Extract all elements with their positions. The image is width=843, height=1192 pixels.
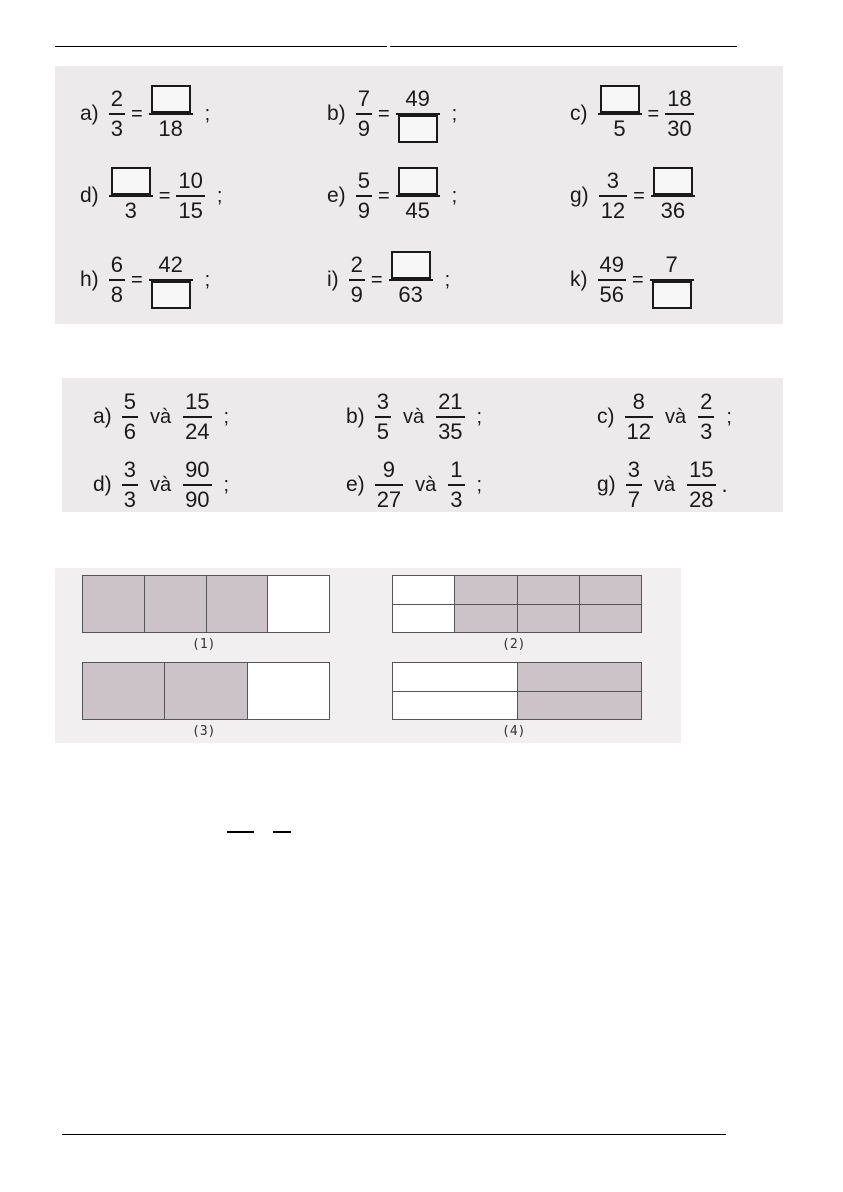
numerator: 21 <box>438 389 463 414</box>
left-fraction <box>109 86 125 142</box>
second-fraction <box>687 457 715 513</box>
denominator: 9 <box>357 198 370 223</box>
second-fraction <box>448 457 464 513</box>
connector-word: và <box>653 473 676 496</box>
item-label: h) <box>80 268 99 291</box>
answer-box[interactable] <box>398 115 438 143</box>
fraction-bar <box>375 416 391 418</box>
numerator: 42 <box>158 252 183 277</box>
figure-2-column <box>455 576 517 632</box>
figure-3 <box>82 662 330 720</box>
denominator: 9 <box>350 282 363 307</box>
denominator: 24 <box>185 419 210 444</box>
numerator: 3 <box>123 457 136 482</box>
exercise-1-item <box>80 252 210 308</box>
header-rule-left <box>55 46 387 47</box>
denominator: 5 <box>613 116 626 141</box>
answer-box[interactable] <box>151 281 191 309</box>
answer-box[interactable] <box>652 281 692 309</box>
separator: ; <box>223 405 230 428</box>
denominator: 7 <box>627 487 640 512</box>
numerator-blank <box>149 86 193 112</box>
exercise-1-item <box>327 86 457 142</box>
numerator: 15 <box>689 457 714 482</box>
right-fraction <box>665 86 693 142</box>
item-label: a) <box>80 102 99 125</box>
denominator: 3 <box>124 198 137 223</box>
first-fraction <box>626 457 642 513</box>
connector-word: và <box>664 405 687 428</box>
denominator: 5 <box>376 419 389 444</box>
exercise-2-item <box>597 457 728 513</box>
item-label: g) <box>570 184 589 207</box>
item-label: b) <box>346 405 365 428</box>
numerator-blank <box>598 86 642 112</box>
exercise-1-item <box>570 168 695 224</box>
blank-fraction-bar <box>227 831 254 833</box>
numerator: 2 <box>700 389 713 414</box>
item-label: g) <box>597 473 616 496</box>
left-fraction <box>598 252 626 308</box>
numerator-blank <box>109 168 153 194</box>
equals-sign: = <box>631 268 644 291</box>
right-fraction <box>396 86 440 142</box>
denominator: 18 <box>158 116 183 141</box>
right-fraction <box>650 252 694 308</box>
separator: ; <box>451 102 458 125</box>
denominator-blank <box>396 116 440 142</box>
denominator-blank <box>650 282 694 308</box>
left-fraction <box>598 86 642 142</box>
first-fraction <box>122 457 138 513</box>
exercise-2-item <box>93 389 229 445</box>
numerator: 2 <box>110 86 123 111</box>
figure-1-cell <box>207 576 269 632</box>
right-fraction <box>149 252 193 308</box>
figure-1-caption: (1) <box>192 637 216 652</box>
answer-box[interactable] <box>653 167 693 195</box>
figure-1-cell <box>268 576 329 632</box>
item-label: c) <box>597 405 615 428</box>
left-fraction <box>109 252 125 308</box>
fraction-bar <box>598 113 642 115</box>
exercise-2-item <box>346 389 482 445</box>
answer-box[interactable] <box>600 85 640 113</box>
left-fraction <box>599 168 627 224</box>
separator: ; <box>223 473 230 496</box>
numerator: 5 <box>357 168 370 193</box>
blank-fraction-bar <box>273 831 291 833</box>
numerator: 3 <box>376 389 389 414</box>
exercise-1-item <box>80 168 222 224</box>
fraction-bar <box>109 113 125 115</box>
equals-sign: = <box>158 184 171 207</box>
exercise-1-item <box>570 252 694 308</box>
fraction-bar <box>375 484 403 486</box>
figure-2-column <box>580 576 641 632</box>
figure-2-column <box>393 576 455 632</box>
first-fraction <box>122 389 138 445</box>
fraction-bar <box>448 484 464 486</box>
denominator: 56 <box>599 282 624 307</box>
numerator: 8 <box>632 389 645 414</box>
fraction-bar <box>109 195 153 197</box>
answer-box[interactable] <box>398 167 438 195</box>
denominator: 15 <box>178 198 203 223</box>
figure-4 <box>392 662 642 720</box>
numerator: 15 <box>185 389 210 414</box>
denominator: 3 <box>110 116 123 141</box>
figure-2-caption: (2) <box>502 637 526 652</box>
exercise-2-item <box>93 457 229 513</box>
numerator: 7 <box>665 252 678 277</box>
fraction-bar <box>356 113 372 115</box>
item-label: d) <box>80 184 99 207</box>
connector-word: và <box>149 405 172 428</box>
denominator: 8 <box>110 282 123 307</box>
item-label: e) <box>346 473 365 496</box>
left-fraction <box>349 252 365 308</box>
answer-box[interactable] <box>151 85 191 113</box>
fraction-bar <box>356 195 372 197</box>
item-label: e) <box>327 184 346 207</box>
second-fraction <box>436 389 464 445</box>
separator: ; <box>444 268 451 291</box>
numerator: 3 <box>627 457 640 482</box>
numerator: 9 <box>382 457 396 482</box>
exercise-1-item <box>327 168 457 224</box>
separator: ; <box>726 405 732 428</box>
numerator-blank <box>396 168 440 194</box>
figure-2 <box>392 575 642 633</box>
exercise-1-item <box>327 252 450 308</box>
equals-sign: = <box>130 268 143 291</box>
equals-sign: = <box>377 102 390 125</box>
figure-4-column <box>393 663 518 719</box>
separator: . <box>721 472 728 497</box>
denominator: 3 <box>123 487 136 512</box>
denominator: 3 <box>450 487 463 512</box>
numerator: 5 <box>123 389 136 414</box>
equals-sign: = <box>377 184 390 207</box>
footer-rule <box>62 1134 726 1135</box>
connector-word: và <box>415 473 437 496</box>
second-fraction <box>183 457 211 513</box>
first-fraction <box>375 389 391 445</box>
numerator: 6 <box>110 252 123 277</box>
fraction-bar <box>598 279 626 281</box>
item-label: c) <box>570 102 588 125</box>
fraction-bar <box>396 195 440 197</box>
denominator: 27 <box>376 487 402 512</box>
denominator: 9 <box>357 116 370 141</box>
exercise-2-item <box>597 389 732 445</box>
fraction-bar <box>176 195 204 197</box>
separator: ; <box>476 473 483 496</box>
fraction-bar <box>149 113 193 115</box>
denominator: 30 <box>667 116 692 141</box>
right-fraction <box>389 252 433 308</box>
fraction-bar <box>625 416 653 418</box>
fraction-bar <box>122 416 138 418</box>
connector-word: và <box>402 405 425 428</box>
fraction-bar <box>687 484 715 486</box>
figure-1-cell <box>145 576 207 632</box>
fraction-bar <box>626 484 642 486</box>
numerator: 90 <box>185 457 210 482</box>
fraction-bar <box>349 279 365 281</box>
connector-word: và <box>149 473 172 496</box>
separator: ; <box>204 102 211 125</box>
separator: ; <box>204 268 211 291</box>
separator: ; <box>476 405 483 428</box>
separator: ; <box>216 184 223 207</box>
fraction-bar <box>599 195 627 197</box>
figure-4-column <box>518 663 642 719</box>
denominator: 6 <box>123 419 136 444</box>
left-fraction <box>356 86 372 142</box>
equals-sign: = <box>633 184 645 207</box>
fraction-bar <box>651 195 695 197</box>
left-fraction <box>109 168 153 224</box>
right-fraction <box>651 168 695 224</box>
first-fraction <box>625 389 653 445</box>
denominator: 3 <box>700 419 713 444</box>
numerator: 49 <box>405 86 430 111</box>
item-label: d) <box>93 473 112 496</box>
denominator-blank <box>149 282 193 308</box>
fraction-bar <box>665 113 693 115</box>
first-fraction <box>375 457 403 513</box>
denominator: 45 <box>405 198 430 223</box>
fraction-bar <box>109 279 125 281</box>
answer-box[interactable] <box>111 167 151 195</box>
figure-3-cell <box>248 663 329 719</box>
fraction-bar <box>436 416 464 418</box>
header-rule-right <box>390 46 737 47</box>
equals-sign: = <box>130 102 143 125</box>
numerator: 49 <box>599 252 624 277</box>
numerator-blank <box>389 252 433 278</box>
denominator: 28 <box>689 487 714 512</box>
fraction-bar <box>389 279 433 281</box>
figure-3-caption: (3) <box>192 724 216 739</box>
denominator: 63 <box>398 282 423 307</box>
numerator: 1 <box>450 457 463 482</box>
equals-sign: = <box>370 268 383 291</box>
item-label: a) <box>93 405 112 428</box>
numerator: 7 <box>357 86 370 111</box>
fraction-bar <box>183 484 211 486</box>
exercise-1-item <box>80 86 210 142</box>
numerator-blank <box>651 168 695 194</box>
exercise-2-item <box>346 457 482 513</box>
figure-1 <box>82 575 330 633</box>
fraction-bar <box>122 484 138 486</box>
denominator: 35 <box>438 419 463 444</box>
separator: ; <box>451 184 458 207</box>
figure-3-cell <box>165 663 247 719</box>
answer-box[interactable] <box>391 251 431 279</box>
item-label: k) <box>570 268 588 291</box>
denominator: 90 <box>185 487 210 512</box>
right-fraction <box>396 168 440 224</box>
fraction-bar <box>183 416 211 418</box>
second-fraction <box>698 389 714 445</box>
figure-3-cell <box>83 663 165 719</box>
numerator: 3 <box>606 168 620 193</box>
item-label: i) <box>327 268 339 291</box>
second-fraction <box>183 389 211 445</box>
denominator: 36 <box>660 198 686 223</box>
exercise-1-item <box>570 86 694 142</box>
numerator: 18 <box>667 86 692 111</box>
figure-1-cell <box>83 576 145 632</box>
figure-2-column <box>518 576 580 632</box>
figure-4-caption: (4) <box>502 724 526 739</box>
fraction-bar <box>698 416 714 418</box>
right-fraction <box>149 86 193 142</box>
numerator: 10 <box>178 168 203 193</box>
item-label: b) <box>327 102 346 125</box>
equals-sign: = <box>647 102 660 125</box>
right-fraction <box>176 168 204 224</box>
left-fraction <box>356 168 372 224</box>
denominator: 12 <box>626 419 651 444</box>
denominator: 12 <box>600 198 626 223</box>
numerator: 2 <box>350 252 363 277</box>
